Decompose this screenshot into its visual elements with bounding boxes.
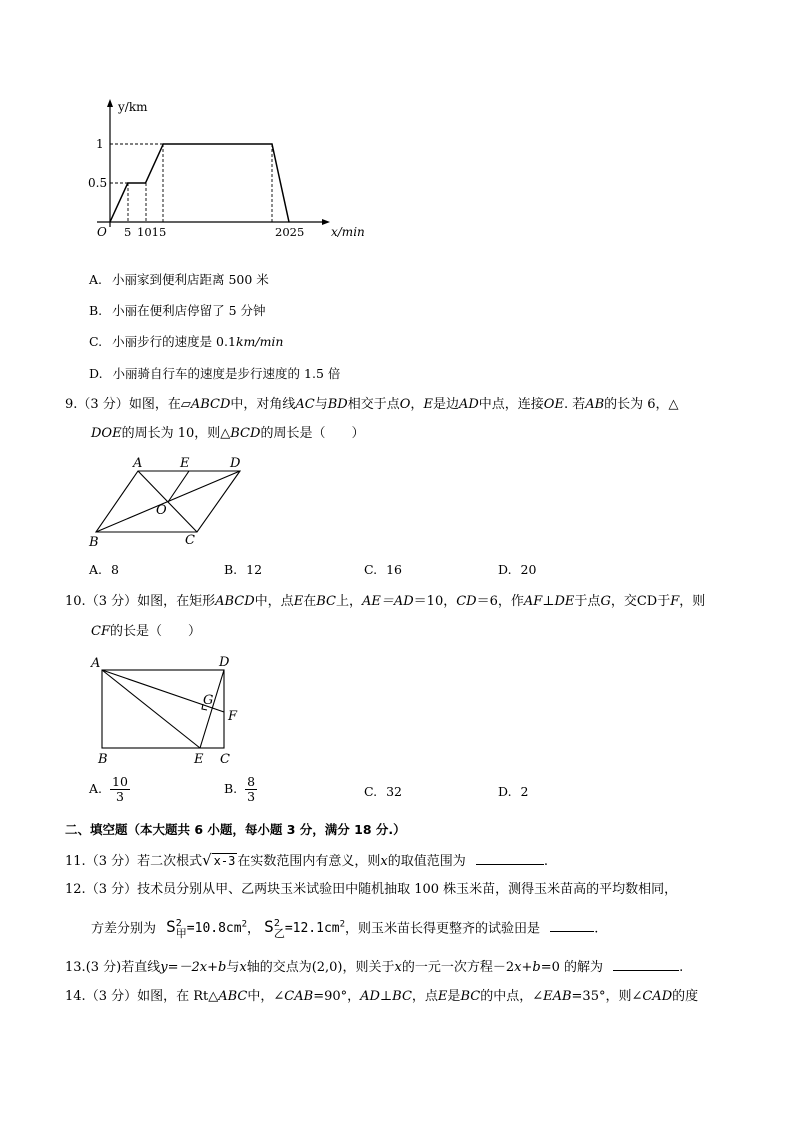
segment-ae	[102, 670, 200, 748]
q9-option-d	[498, 562, 536, 577]
text: .	[594, 921, 599, 937]
text: 中点，连接	[478, 397, 544, 412]
text: 是	[447, 989, 461, 1004]
var: G	[600, 594, 611, 609]
data-point	[288, 221, 289, 222]
text: 方差分别为	[91, 921, 157, 937]
text: ＝6，作	[476, 594, 524, 609]
option-letter: D.	[498, 784, 512, 799]
text: 与	[226, 960, 240, 975]
sup-sub	[274, 919, 285, 939]
radicand: x-3	[213, 854, 236, 868]
text: 若二次根式	[137, 854, 203, 869]
var: AD⊥BC	[360, 989, 412, 1004]
variance-jia	[166, 917, 248, 940]
text: 中，对角线	[230, 397, 296, 412]
subscript: 甲	[175, 926, 187, 940]
text: ＝10，	[413, 594, 457, 609]
option-letter: A.	[89, 781, 103, 796]
text: =35°，则∠	[571, 989, 643, 1004]
var: BC	[460, 989, 481, 1004]
q12-stem-line1	[65, 880, 677, 900]
text: 中，点	[254, 594, 294, 609]
text: 的周长是（ ）	[260, 426, 365, 441]
text: .	[679, 960, 684, 975]
var: ABCD	[190, 397, 231, 412]
question-number: 11.	[65, 854, 86, 869]
data-point	[163, 143, 164, 144]
q12-stem-line2	[91, 915, 598, 939]
superscript: 2	[175, 917, 182, 929]
var: AE＝AD	[361, 594, 414, 609]
var: CD	[456, 594, 477, 609]
var: CF	[91, 624, 110, 639]
option-value: 8	[111, 562, 119, 577]
label-b: B	[98, 752, 108, 767]
denominator: 3	[115, 789, 124, 804]
text: ，则玉米苗长得更整齐的试验田是	[345, 921, 541, 937]
text: 的取值范围为	[387, 854, 466, 869]
text: 如图，在矩形	[137, 594, 216, 609]
option-text: 小丽在便利店停留了 5 分钟	[112, 303, 266, 318]
subscript: 乙	[273, 926, 285, 940]
text: 如图，在 Rt△	[137, 989, 219, 1004]
text: 与	[314, 397, 328, 412]
text: 于	[657, 594, 671, 609]
q9-stem-line2	[91, 424, 364, 444]
var: AF⊥DE	[523, 594, 575, 609]
q10-option-d	[498, 784, 529, 799]
label-d: D	[230, 456, 241, 471]
text: 技术员分别从甲、乙两块玉米试验田中随机抽取 100 株玉米苗，测得玉米苗高的平均数相同，	[137, 882, 678, 897]
option-letter: B.	[224, 562, 238, 577]
q9-option-a	[89, 562, 119, 577]
equation: y=－2x+b	[160, 960, 227, 975]
var: CD	[636, 594, 658, 609]
var: BCD	[230, 426, 261, 441]
option-letter: A.	[89, 272, 103, 287]
question-number: 12.	[65, 882, 86, 897]
text: 是边	[432, 397, 459, 412]
var: E	[423, 397, 433, 412]
q10-option-b	[224, 775, 257, 804]
option-text: 小丽步行的速度是 0.1	[112, 334, 236, 349]
text: 在实数范围内有意义，则	[237, 854, 381, 869]
option-unit: km/min	[235, 334, 284, 349]
q9-option-b	[224, 562, 262, 577]
question-number: 10.	[65, 594, 86, 609]
unit-exponent: 2	[241, 920, 248, 930]
x-tick-10-15: 1015	[137, 225, 167, 239]
var: OE	[543, 397, 564, 412]
label-a: A	[91, 656, 101, 671]
question-score: （3 分）	[85, 854, 138, 869]
option-letter: D.	[89, 366, 103, 381]
numerator: 10	[112, 774, 128, 789]
option-text: 小丽家到便利店距离 500 米	[112, 272, 269, 287]
text: 如图，在▱	[128, 397, 191, 412]
rectangle-abcd	[102, 670, 224, 748]
text: 中，∠	[247, 989, 285, 1004]
y-tick-0.5: 0.5	[88, 176, 108, 190]
denominator: 3	[247, 789, 256, 804]
var: x	[380, 854, 388, 869]
question-score: （3 分）	[85, 594, 138, 609]
label-f: F	[228, 709, 238, 724]
numerator: 8	[247, 774, 256, 789]
q9-parallelogram-figure	[85, 452, 255, 552]
label-e: E	[194, 752, 204, 767]
q8-option-c	[89, 332, 283, 350]
text: 的长为 6，△	[604, 397, 679, 412]
label-c: C	[185, 533, 195, 548]
question-score: （3 分）	[85, 989, 138, 1004]
var: EAB	[543, 989, 572, 1004]
text: 相交于点	[347, 397, 400, 412]
data-point	[271, 143, 272, 144]
text: ，	[410, 397, 424, 412]
var: BD	[327, 397, 348, 412]
option-value: 2	[520, 784, 529, 799]
option-letter: D.	[498, 562, 512, 577]
text: 于点	[574, 594, 601, 609]
var: E	[293, 594, 304, 609]
var: E	[437, 989, 448, 1004]
text: ，则	[679, 594, 706, 609]
q8-option-b	[89, 301, 266, 319]
var: ABCD	[215, 594, 255, 609]
y-axis-arrow	[107, 99, 113, 107]
option-value: 32	[386, 784, 402, 799]
x-axis-arrow	[322, 219, 330, 225]
var: AD	[458, 397, 479, 412]
text: 的周长为 10，则△	[121, 426, 231, 441]
q10-stem-line1	[65, 592, 705, 612]
label-c: C	[220, 752, 230, 767]
q8-option-d	[89, 364, 340, 382]
text: ，	[247, 921, 261, 937]
text: =90°，	[313, 989, 361, 1004]
text: 在	[303, 594, 317, 609]
text: ，点	[411, 989, 438, 1004]
fraction	[245, 775, 257, 804]
text: 若直线	[121, 960, 161, 975]
answer-blank[interactable]	[550, 918, 594, 932]
q8-option-a	[89, 270, 269, 288]
sqrt-sign-icon: √	[202, 851, 212, 869]
var: DOE	[91, 426, 122, 441]
text: 的中点，∠	[480, 989, 544, 1004]
equation: x+b	[514, 960, 541, 975]
sup-sub	[176, 919, 187, 939]
q9-stem-line1	[65, 395, 679, 415]
text: . 若	[563, 397, 586, 412]
y-axis-label: y/km	[118, 100, 148, 114]
q9-option-c	[364, 562, 402, 577]
q11-stem	[65, 850, 548, 872]
text: 的长是（ ）	[109, 624, 201, 639]
question-score: (3 分)	[85, 960, 122, 975]
q10-option-a	[89, 775, 130, 804]
q10-stem-line2	[91, 622, 201, 642]
text: .	[543, 854, 549, 869]
label-d: D	[219, 655, 230, 670]
distance-line	[110, 144, 289, 222]
question-score: （3 分）	[85, 882, 138, 897]
var: AB	[585, 397, 605, 412]
fraction	[110, 775, 130, 804]
label-e: E	[180, 456, 190, 471]
q10-rectangle-figure	[85, 652, 250, 770]
question-number: 13.	[65, 960, 86, 975]
unit-exponent: 2	[339, 920, 346, 930]
data-point	[109, 221, 110, 222]
x-axis-label: x/min	[331, 225, 365, 239]
text: 上，	[335, 594, 362, 609]
q8-distance-time-graph	[85, 95, 375, 255]
text: 轴的交点为(2,0)，则关于	[246, 960, 395, 975]
option-letter: B.	[89, 303, 103, 318]
text: =0 的解为	[540, 960, 603, 975]
origin-label: O	[97, 225, 107, 239]
option-value: 16	[386, 562, 402, 577]
y-tick-1: 1	[96, 137, 104, 151]
text: 的一元一次方程－2	[401, 960, 515, 975]
question-number: 14.	[65, 989, 86, 1004]
data-point	[127, 182, 128, 183]
option-letter: C.	[364, 562, 378, 577]
option-letter: C.	[89, 334, 103, 349]
variance-yi	[264, 917, 346, 940]
label-g: G	[203, 693, 214, 708]
var: ABC	[218, 989, 248, 1004]
text: ，交	[610, 594, 637, 609]
option-text: 小丽骑自行车的速度是步行速度的 1.5 倍	[112, 366, 341, 381]
s-symbol: S	[264, 917, 274, 937]
superscript: 2	[273, 917, 280, 929]
option-letter: A.	[89, 562, 103, 577]
text: 的度	[672, 989, 699, 1004]
option-letter: B.	[224, 781, 238, 796]
q10-option-c	[364, 784, 402, 799]
q14-stem	[65, 987, 698, 1007]
var: BC	[316, 594, 336, 609]
var: F	[670, 594, 680, 609]
var: x	[239, 960, 247, 975]
s-symbol: S	[166, 917, 176, 937]
var: O	[399, 397, 411, 412]
data-point	[145, 182, 146, 183]
question-number: 9.	[65, 397, 78, 412]
answer-blank[interactable]	[613, 957, 679, 971]
label-b: B	[89, 535, 99, 550]
option-letter: C.	[364, 784, 378, 799]
label-o: O	[156, 503, 167, 518]
option-value: 12	[246, 562, 263, 577]
option-value: 20	[520, 562, 537, 577]
question-score: （3 分）	[77, 397, 129, 412]
value: =12.1cm	[284, 921, 340, 937]
q13-stem	[65, 957, 683, 978]
var: x	[394, 960, 402, 975]
label-a: A	[133, 456, 143, 471]
section-2-title: 二、填空题（本大题共 6 小题，每小题 3 分，满分 18 分.）	[65, 822, 406, 837]
answer-blank[interactable]	[476, 851, 544, 865]
var: AC	[295, 397, 315, 412]
x-tick-20-25: 2025	[275, 225, 305, 239]
x-tick-5: 5	[124, 225, 132, 239]
var: CAB	[284, 989, 314, 1004]
value: =10.8cm	[186, 921, 242, 937]
var: CAD	[642, 989, 673, 1004]
